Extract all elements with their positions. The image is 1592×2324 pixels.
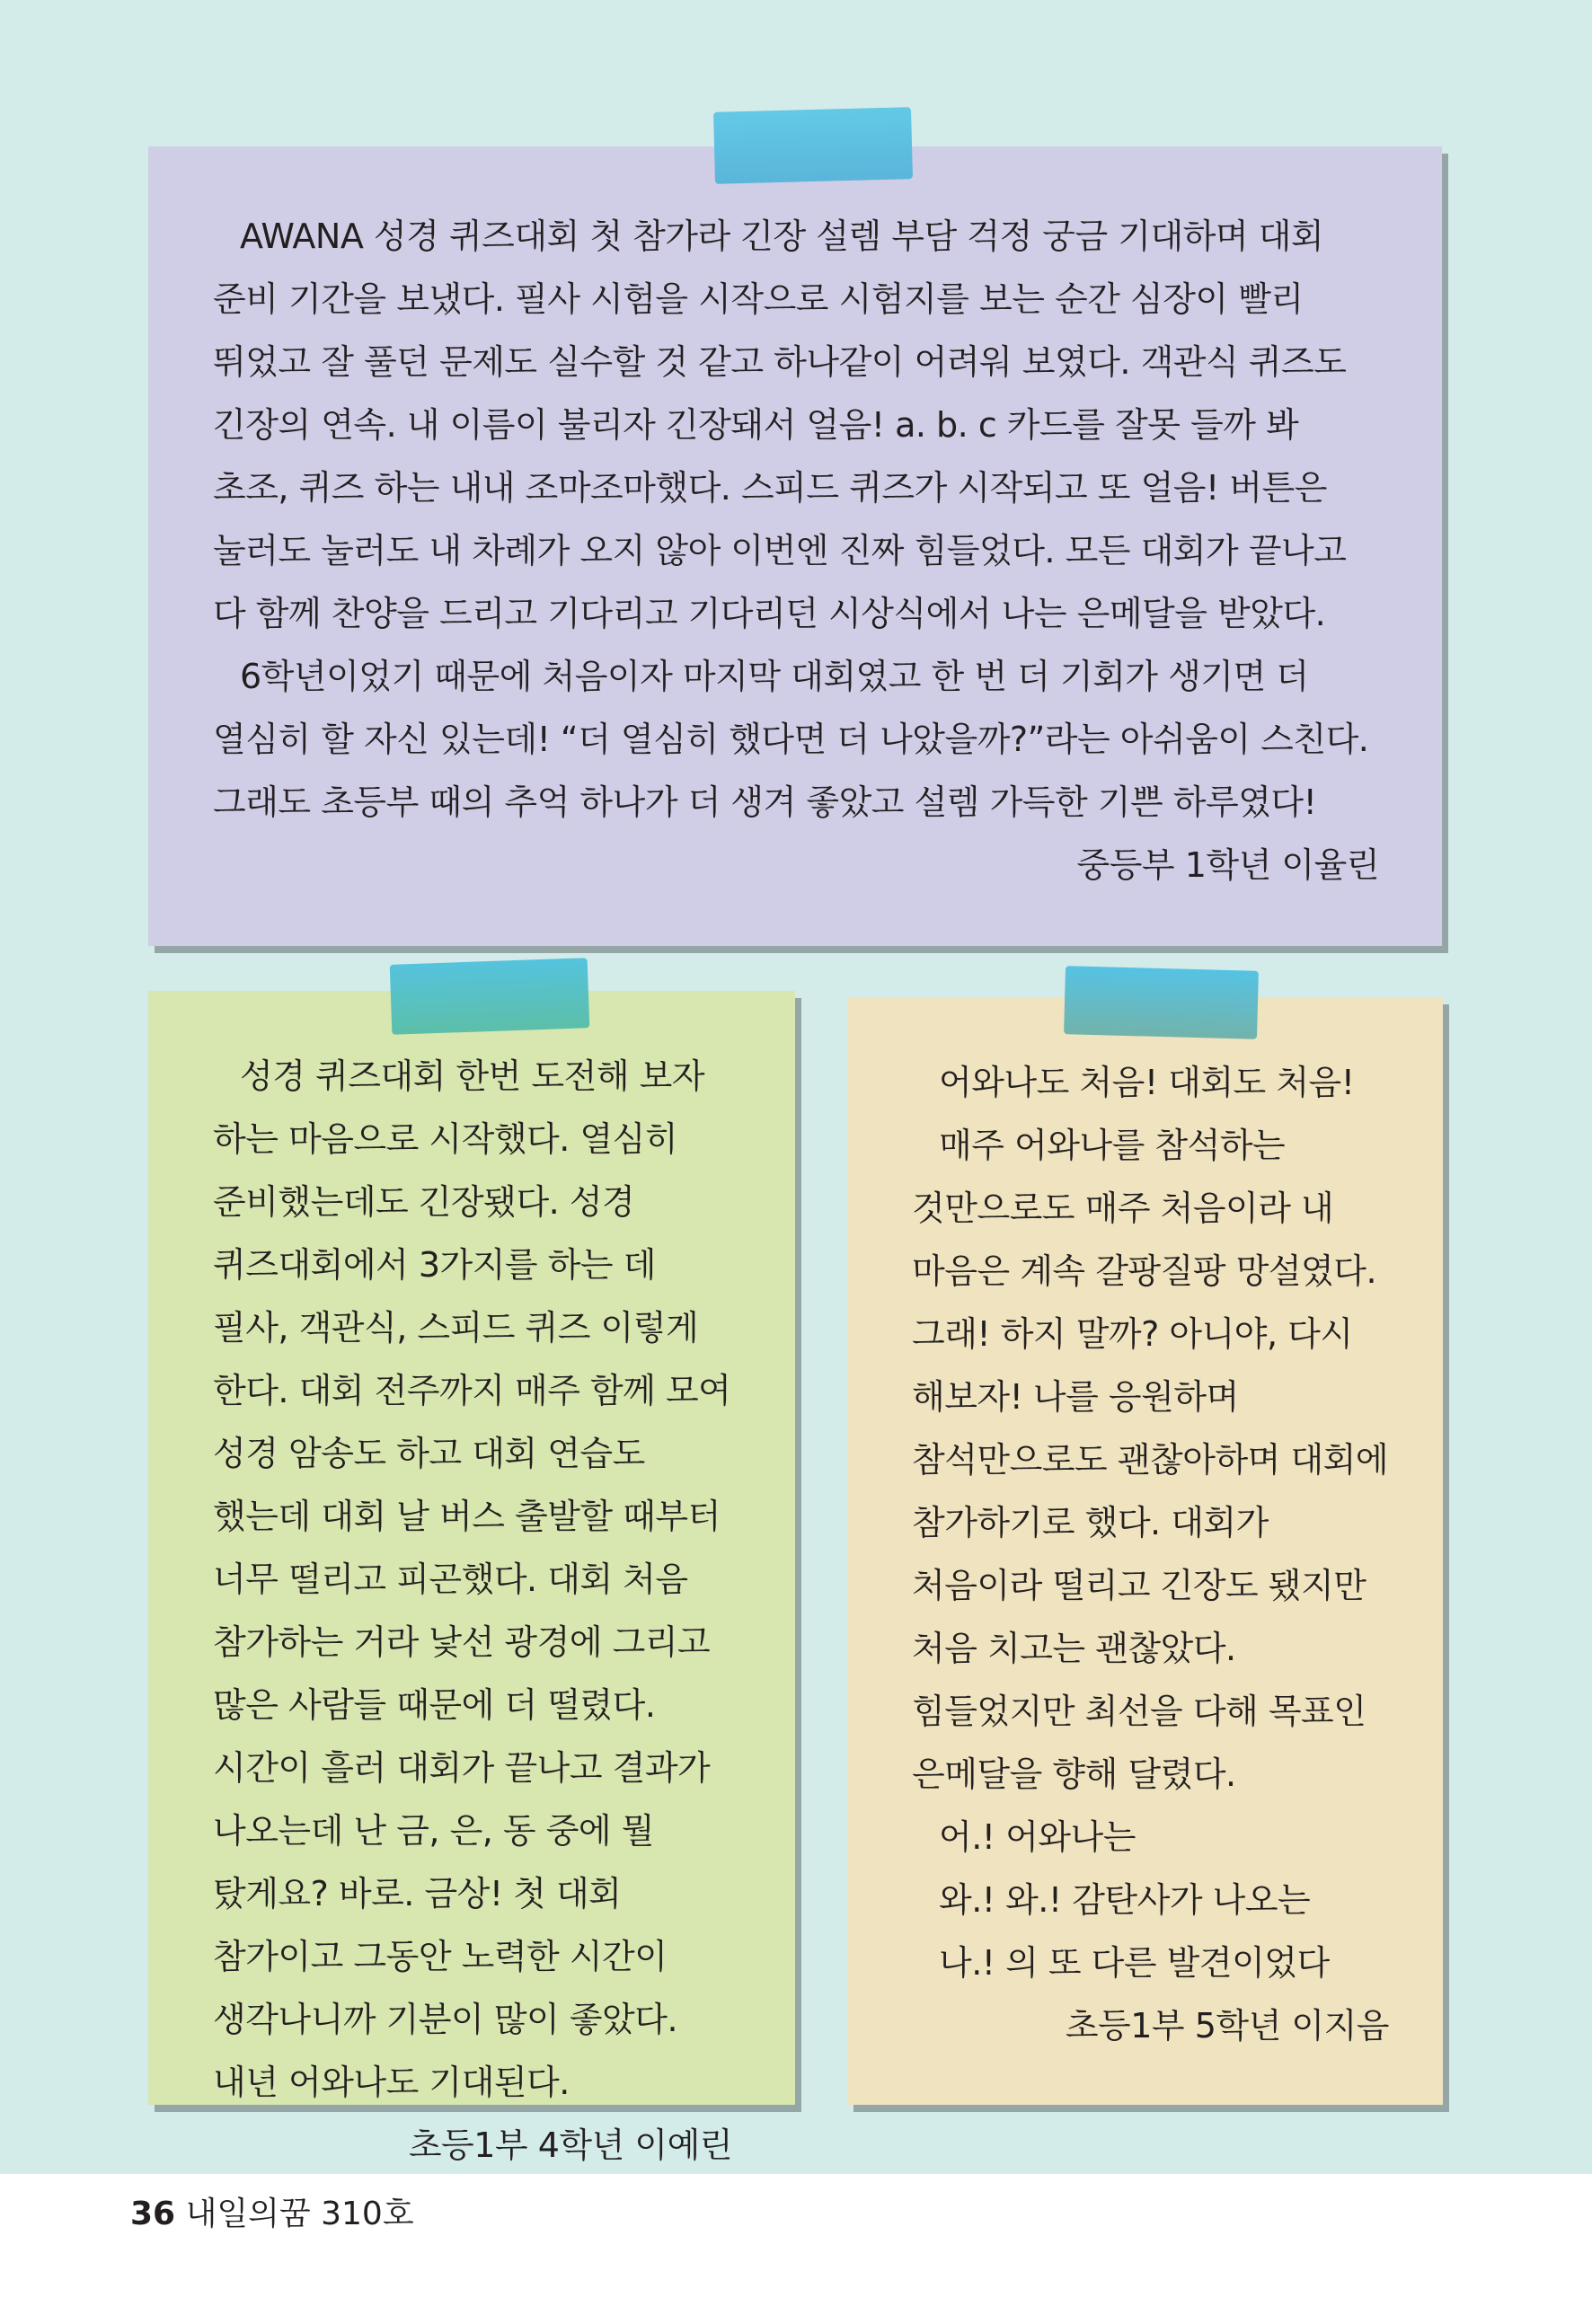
note-paragraph: 나.! 의 또 다른 발견이었다 <box>939 1943 1330 1983</box>
note-paragraph: 어와나도 처음! 대회도 처음! <box>939 1063 1355 1102</box>
page-footer <box>130 2192 414 2237</box>
note-paragraph: 성경 퀴즈대회 한번 도전해 보자 하는 마음으로 시작했다. 열심히 준비했는데도 긴장됐다. 성경 퀴즈대회에서 3가지를 하는 데 필사, 객관식, 스피드 퀴즈 이렇게 한다. 대회 전주까지 매주 함께 모여 성경 암송도 하고 대회 연습도 했는데 대회 날 버스 출발할 때부터 너무 떨리고 피곤했다. 대회 처음 참가하는 거라 낯선 광경에 그리고 많은 사람들 때문에 더 떨렸다. 시간이 흘러 대회가 끝나고 결과가 나오는데 난 금, 은, 동 중에 뭘 탔게요? 바로. 금상! 첫 대회 참가이고 그동안 노력한 시간이 생각나니까 기분이 많이 좋았다. 내년 어와나도 기대된다. <box>213 1056 731 2102</box>
publication-title: 내일의꿈 310호 <box>185 2196 414 2232</box>
note-paragraph: 6학년이었기 때문에 처음이자 마지막 대회였고 한 번 더 기회가 생기면 더 열심히 할 자신 있는데! “더 열심히 했다면 더 나았을까?”라는 아쉬움이 스친다. 그래도 초등부 때의 추억 하나가 더 생겨 좋았고 설렘 가득한 기쁜 하루였다! <box>213 657 1369 822</box>
note-paragraph: 매주 어와나를 참석하는 것만으로도 매주 처음이라 내 마음은 계속 갈팡질팡 망설였다. 그래! 하지 말까? 아니야, 다시 해보자! 나를 응원하며 참석만으로도 괜찮아하며 대회에 참가하기로 했다. 대회가 처음이라 떨리고 긴장도 됐지만 처음 치고는 괜찮았다. 힘들었지만 최선을 다해 목표인 은메달을 향해 달렸다. <box>912 1126 1389 1794</box>
note-paragraph: AWANA 성경 퀴즈대회 첫 참가라 긴장 설렘 부담 걱정 궁금 기대하며 대회 준비 기간을 보냈다. 필사 시험을 시작으로 시험지를 보는 순간 심장이 빨리 뛰었고 잘 풀던 문제도 실수할 것 같고 하나같이 어려워 보였다. 객관식 퀴즈도 긴장의 연속. 내 이름이 불리자 긴장돼서 얼음! a. b. c 카드를 잘못 들까 봐 초조, 퀴즈 하는 내내 조마조마했다. 스피드 퀴즈가 시작되고 또 얼음! 버튼은 눌러도 눌러도 내 차례가 오지 않아 이번엔 진짜 힘들었다. 모든 대회가 끝나고 다 함께 찬양을 드리고 기다리고 기다리던 시상식에서 나는 은메달을 받았다. <box>213 216 1347 633</box>
note-author: 초등1부 4학년 이예린 <box>408 2125 732 2165</box>
note-paragraph: 와.! 와.! 감탄사가 나오는 <box>939 1880 1311 1920</box>
tape-strip <box>713 107 913 184</box>
tape-strip <box>390 958 590 1035</box>
note-card-top <box>148 146 1442 946</box>
page-number: 36 <box>130 2196 176 2232</box>
tape-strip <box>1064 966 1259 1039</box>
note-author: 초등1부 5학년 이지음 <box>1065 2006 1389 2046</box>
note-card-right <box>847 997 1443 2105</box>
note-author: 중등부 1학년 이율린 <box>1076 845 1379 885</box>
note-card-left <box>148 991 795 2165</box>
note-paragraph: 어.! 어와나는 <box>939 1817 1136 1857</box>
